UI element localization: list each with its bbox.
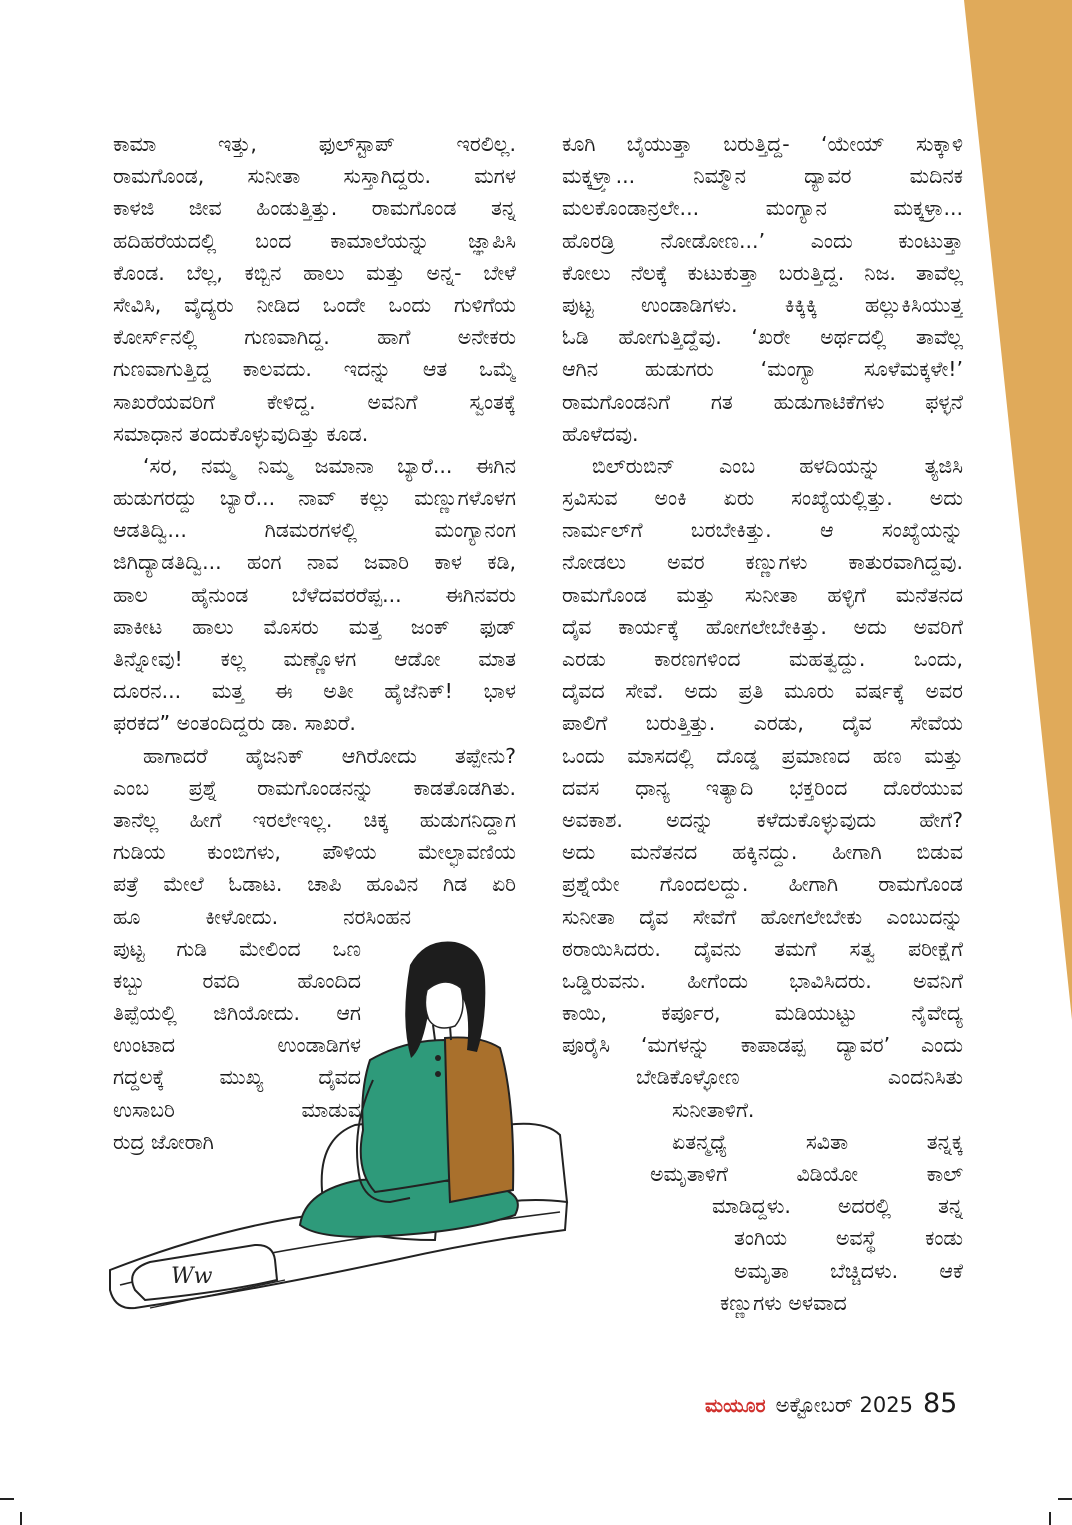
text-line: ಹೊಳೆದವು.: [562, 421, 639, 446]
figure-drape-brown: [445, 1037, 513, 1202]
text-line: ಸೇವಿಸಿ, ವೈದ್ಯರು ನೀಡಿದ ಒಂದೇ ಒಂದು ಗುಳಿಗೆಯ: [113, 292, 516, 317]
text-line: ರಾಮಗೊಂಡ, ಸುನೀತಾ ಸುಸ್ತಾಗಿದ್ದರು. ಮಗಳ: [113, 164, 516, 189]
text-line: ಏತನ್ಮಧ್ಯೆ ಸವಿತಾ ತನ್ನಕ್ಕ: [672, 1129, 963, 1154]
text-line: ಫರಕದ” ಅಂತಂದಿದ್ದರು ಡಾ. ಸಾಖರೆ.: [113, 711, 356, 736]
text-line: ಸಮಾಧಾನ ತಂದುಕೊಳ್ಳುವುದಿತ್ತು ಕೂಡ.: [113, 421, 369, 446]
text-line: ಕಣ್ಣುಗಳು ಅಳವಾದ: [720, 1290, 847, 1315]
text-line: ಎಂಬ ಪ್ರಶ್ನೆ ರಾಮಗೊಂಡನನ್ನು ಕಾಡತೊಡಗಿತು.: [113, 775, 516, 800]
text-line: ಗುಣವಾಗುತ್ತಿದ್ದ ಕಾಲವದು. ಇದನ್ನು ಆತ ಒಮ್ಮೆ: [113, 357, 516, 382]
issue-date: ಅಕ್ಟೋಬರ್ 2025: [775, 1393, 913, 1417]
text-line: ತಂಗಿಯ ಅವಸ್ಥೆ ಕಂಡು: [734, 1226, 963, 1251]
text-line: ಕೂಗಿ ಬೈಯುತ್ತಾ ಬರುತ್ತಿದ್ದ- ‘ಯೇಯ್ ಸುಕ್ಕಾಳಿ: [562, 132, 963, 156]
text-line: ಮಲಕೊಂಡಾನ್ರಲೇ... ಮಂಗ್ಯಾನ ಮಕ್ಕಳ್ರಾ...: [562, 196, 963, 221]
text-line: ಕೊಂಡ. ಬೆಲ್ಲ, ಕಬ್ಬಿನ ಹಾಲು ಮತ್ತು ಅನ್ನ- ಬೇಳೆ: [113, 260, 516, 285]
text-line: ಪೂರೈಸಿ ‘ಮಗಳನ್ನು ಕಾಪಾಡಪ್ಪ ದ್ಯಾವರ’ ಎಂದು: [562, 1033, 963, 1058]
text-line: ರಾಮಗೊಂಡ ಮತ್ತು ಸುನೀತಾ ಹಳ್ಳಿಗೆ ಮನೆತನದ: [562, 582, 963, 607]
page-number: 85: [922, 1388, 958, 1419]
text-line: ಅಮೃತಾಳಿಗೆ ವಿಡಿಯೋ ಕಾಲ್: [650, 1162, 963, 1186]
artist-signature: Ww: [171, 1264, 213, 1289]
text-line: ಕಾಳಜಿ ಜೀವ ಹಿಂಡುತ್ತಿತ್ತು. ರಾಮಗೊಂಡ ತನ್ನ: [113, 196, 516, 221]
text-line: ಒಂದು ಮಾಸದಲ್ಲಿ ದೊಡ್ಡ ಪ್ರಮಾಣದ ಹಣ ಮತ್ತು: [562, 743, 963, 768]
text-line: ದೈವದ ಸೇವೆ. ಅದು ಪ್ರತಿ ಮೂರು ವರ್ಷಕ್ಕೆ ಅವರ: [562, 679, 963, 704]
text-line: ಹೂ ಕೀಳೋದು. ನರಸಿಂಹನ: [113, 904, 411, 929]
text-line: ಹದಿಹರೆಯದಲ್ಲಿ ಬಂದ ಕಾಮಾಲೆಯನ್ನು ಜ್ಞಾಪಿಸಿ: [113, 228, 516, 253]
magazine-name: ಮಯೂರ: [705, 1395, 766, 1417]
text-line: ಸುನೀತಾಳಿಗೆ.: [672, 1097, 755, 1122]
text-line: ‘ಸರ, ನಮ್ಮ ನಿಮ್ಮ ಜಮಾನಾ ಬ್ಯಾರೆ... ಈಗಿನ: [143, 453, 516, 478]
text-line: ಹಾಗಾದರೆ ಹೈಜನಿಕ್ ಆಗಿರೋದು ತಪ್ಪೇನು?: [143, 743, 516, 768]
figure-button: [435, 1055, 441, 1061]
woman-illustration: [105, 940, 575, 1320]
text-line: ಅದು ಮನೆತನದ ಹಕ್ಕಿನದ್ದು. ಹೀಗಾಗಿ ಬಿಡುವ: [562, 840, 963, 865]
text-line: ಪ್ರಶ್ನೆಯೇ ಗೊಂದಲದ್ದು. ಹೀಗಾಗಿ ರಾಮಗೊಂಡ: [562, 872, 963, 897]
figure-button: [435, 1071, 441, 1077]
text-line: ಉಂಟಾದ ಉಂಡಾಡಿಗಳ: [113, 1033, 361, 1058]
text-line: ಹಾಲ ಹೈನುಂಡ ಬೆಳೆದವರರೆಪ್ಪ... ಈಗಿನವರು: [113, 582, 516, 607]
text-line: ತಿಪ್ಪೆಯಲ್ಲಿ ಜಿಗಿಯೋದು. ಆಗ: [113, 1001, 361, 1026]
text-line: ನಾರ್ಮಲ್‌ಗೆ ಬರಬೇಕಿತ್ತು. ಆ ಸಂಖ್ಯೆಯನ್ನು: [562, 518, 963, 543]
text-line: ಪಾಕೀಟ ಹಾಲು ಮೊಸರು ಮತ್ತ ಜಂಕ್ ಫುಡ್: [113, 614, 516, 639]
text-line: ರಾಮಗೊಂಡನಿಗೆ ಗತ ಹುಡುಗಾಟಿಕೆಗಳು ಫಳ್ಳನೆ: [562, 389, 963, 414]
text-line: ಹೊರಡ್ರಿ ನೋಡೋಣ...’ ಎಂದು ಕುಂಟುತ್ತಾ: [562, 228, 963, 253]
text-line: ಕೋಲು ನೆಲಕ್ಕೆ ಕುಟುಕುತ್ತಾ ಬರುತ್ತಿದ್ದ. ನಿಜ. ತಾವೆಲ್ಲ: [562, 260, 963, 285]
text-line: ಆಗಿನ ಹುಡುಗರು ‘ಮಂಗ್ಯಾ ಸೂಳೆಮಕ್ಕಳೇ!’: [562, 357, 963, 382]
text-line: ಕಾಮಾ ಇತ್ತು, ಫುಲ್‌ಸ್ಟಾಪ್ ಇರಲಿಲ್ಲ.: [113, 132, 516, 156]
text-line: ಪುಟ್ಟ ಗುಡಿ ಮೇಲಿಂದ ಒಣ: [113, 936, 361, 961]
text-line: ತಿನ್ನೋವು! ಕಲ್ಲ ಮಣ್ಣೊಳಗ ಆಡೋ ಮಾತ: [113, 647, 516, 671]
text-line: ಕಬ್ಬು ರವದಿ ಹೊಂದಿದ: [113, 968, 361, 993]
text-line: ಓಡಿ ಹೋಗುತ್ತಿದ್ದೆವು. ‘ಖರೇ ಅರ್ಥದಲ್ಲಿ ತಾವೆಲ್ಲ: [562, 325, 963, 350]
text-line: ಸ್ರವಿಸುವ ಅಂಕಿ ಏರು ಸಂಖ್ಯೆಯಲ್ಲಿತ್ತು. ಅದು: [562, 486, 963, 511]
text-line: ಹುಡುಗರದ್ದು ಬ್ಯಾರೆ... ನಾವ್ ಕಲ್ಲು ಮಣ್ಣುಗಳೊಳಗ: [113, 486, 516, 511]
text-line: ದವಸ ಧಾನ್ಯ ಇತ್ಯಾದಿ ಭಕ್ತರಿಂದ ದೊರೆಯುವ: [562, 775, 963, 800]
text-line: ಅವಕಾಶ. ಅದನ್ನು ಕಳೆದುಕೊಳ್ಳುವುದು ಹೇಗೆ?: [562, 807, 963, 832]
text-line: ಕೋರ್ಸ್‌ನಲ್ಲಿ ಗುಣವಾಗಿದ್ದ. ಹಾಗೆ ಅನೇಕರು: [113, 325, 516, 350]
text-line: ಸಾಖರೆಯವರಿಗೆ ಕೇಳಿದ್ದ. ಅವನಿಗೆ ಸ್ವಂತಕ್ಕೆ: [113, 389, 516, 414]
text-line: ಆಡತಿದ್ವಿ... ಗಿಡಮರಗಳಲ್ಲಿ ಮಂಗ್ಯಾನಂಗ: [113, 518, 516, 543]
text-line: ದೈವ ಕಾರ್ಯಕ್ಕೆ ಹೋಗಲೇಬೇಕಿತ್ತು. ಅದು ಅವರಿಗೆ: [562, 614, 963, 639]
text-line: ಠರಾಯಿಸಿದರು. ದೈವನು ತಮಗೆ ಸತ್ವ ಪರೀಕ್ಷೆಗೆ: [562, 936, 963, 961]
text-line: ಪಾಲಿಗೆ ಬರುತ್ತಿತ್ತು. ಎರಡು, ದೈವ ಸೇವೆಯ: [562, 711, 963, 736]
text-line: ಬೇಡಿಕೊಳ್ಳೋಣ ಎಂದನಿಸಿತು: [636, 1065, 963, 1090]
text-line: ಬಿಲ್‌ರುಬಿನ್ ಎಂಬ ಹಳದಿಯನ್ನು ತ್ಯಜಿಸಿ: [592, 453, 963, 478]
text-line: ಜಿಗಿದ್ಯಾಡತಿದ್ವಿ... ಹಂಗ ನಾವ ಜವಾರಿ ಕಾಳ ಕಡಿ,: [113, 550, 516, 575]
text-line: ದೂರನ... ಮತ್ತ ಈ ಅತೀ ಹೈಜೆನಿಕ್! ಭಾಳ: [113, 679, 516, 704]
text-line: ಮಕ್ಕಳ್ರ್ಯಾ... ನಿಮ್ಮೌನ ದ್ಯಾವರ ಮದಿನಕ: [562, 164, 963, 189]
decorative-band-shape: [964, 0, 1072, 1020]
text-line: ನೋಡಲು ಅವರ ಕಣ್ಣುಗಳು ಕಾತುರವಾಗಿದ್ದವು.: [562, 550, 963, 575]
figure-face: [425, 982, 463, 1028]
text-line: ಪತ್ರೆ ಮೇಲೆ ಓಡಾಟ. ಚಾಪಿ ಹೂವಿನ ಗಿಡ ಏರಿ: [113, 872, 516, 897]
text-line: ಕಾಯಿ, ಕರ್ಪೂರ, ಮಡಿಯುಟ್ಟು ನೈವೇದ್ಯ: [562, 1001, 963, 1026]
text-line: ಒಡ್ಡಿರುವನು. ಹೀಗೆಂದು ಭಾವಿಸಿದರು. ಅವನಿಗೆ: [562, 968, 963, 993]
text-line: ಮಾಡಿದ್ದಳು. ಅದರಲ್ಲಿ ತನ್ನ: [712, 1194, 963, 1219]
text-line: ರುದ್ರ ಜೋರಾಗಿ: [113, 1129, 214, 1154]
text-line: ಗದ್ದಲಕ್ಕೆ ಮುಖ್ಯ ದೈವದ: [113, 1065, 361, 1090]
text-line: ಅಮೃತಾ ಬೆಚ್ಚಿದಳು. ಆಕೆ: [734, 1258, 963, 1283]
text-line: ಸುನೀತಾ ದೈವ ಸೇವೆಗೆ ಹೋಗಲೇಬೇಕು ಎಂಬುದನ್ನು: [562, 904, 963, 929]
figure-torso-green: [361, 1040, 450, 1192]
text-line: ಪುಟ್ಟ ಉಂಡಾಡಿಗಳು. ಕಿಕ್ಕಿಕ್ಕಿ ಹಲ್ಲುಕಿಸಿಯುತ್ತ: [562, 292, 963, 317]
text-line: ಉಸಾಬರಿ ಮಾಡುವ: [113, 1097, 361, 1122]
text-line: ಎರಡು ಕಾರಣಗಳಿಂದ ಮಹತ್ವದ್ದು. ಒಂದು,: [562, 647, 963, 671]
page-footer: [705, 1388, 957, 1428]
pillow-right: [505, 1124, 567, 1202]
text-line: ತಾನೆಲ್ಲ ಹೀಗೆ ಇರಲೇಇಲ್ಲ. ಚಿಕ್ಕ ಹುಡುಗನಿದ್ದಾಗ: [113, 807, 516, 832]
right-text-column: [562, 128, 963, 1319]
text-line: ಗುಡಿಯ ಕುಂಬಿಗಳು, ಪೌಳಿಯ ಮೇಲ್ಛಾವಣಿಯ: [113, 840, 516, 865]
